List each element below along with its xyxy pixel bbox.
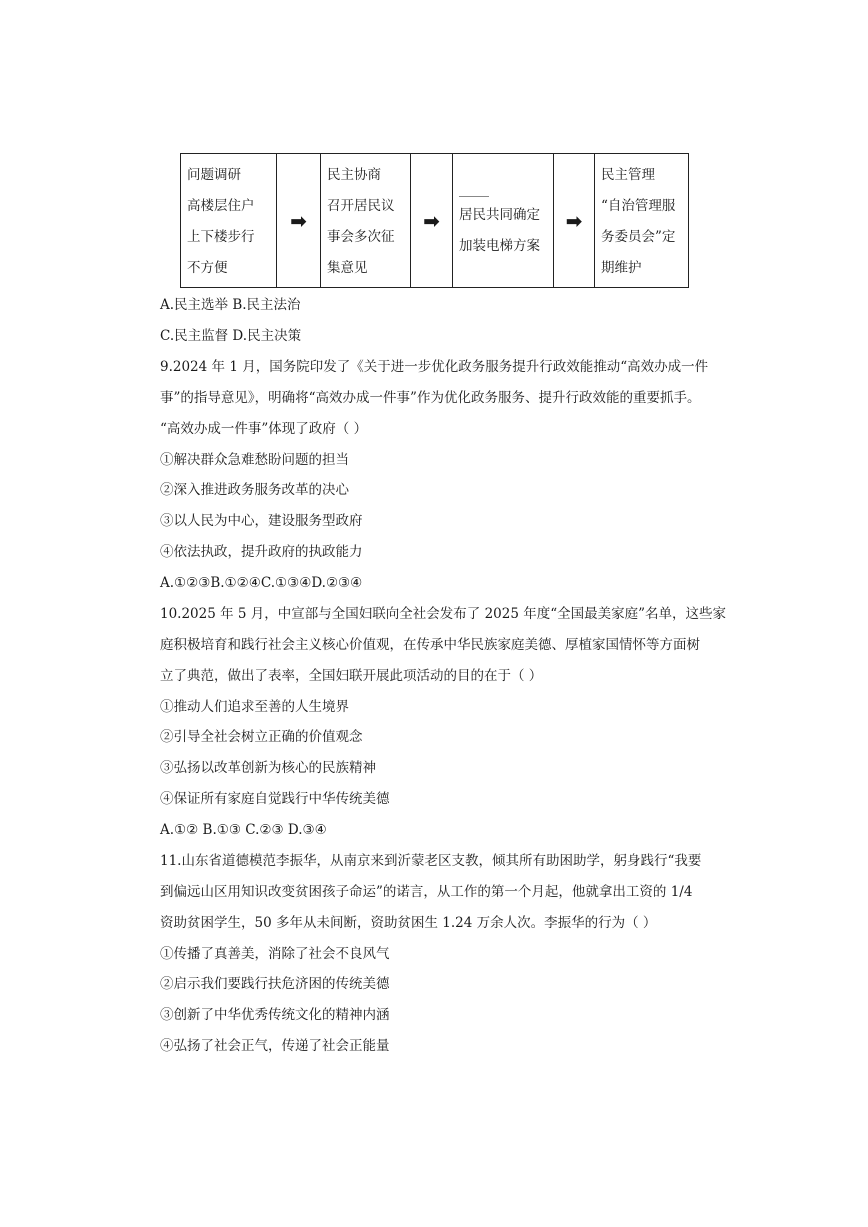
q10-item: ③弘扬以改革创新为核心的民族精神 (160, 760, 376, 776)
flow-step-title: 问题调研 (187, 167, 241, 183)
flow-step-line: 加装电梯方案 (459, 238, 540, 254)
q9-stem-line: “高效办成一件事”体现了政府（ ） (160, 421, 368, 437)
flow-step-consultation (321, 154, 411, 288)
flow-step-line: 不方便 (187, 260, 228, 276)
flow-step-line: 期维护 (601, 260, 642, 276)
q10-stem-line: 庭积极培育和践行社会主义核心价值观，在传承中华民族家庭美德、厚植家国情怀等方面树 (160, 637, 700, 653)
blank-line (459, 196, 489, 197)
flow-step-title: 民主管理 (601, 167, 655, 183)
right-arrow-icon: ➡ (565, 208, 583, 233)
flow-step-research (181, 154, 277, 288)
q9-stem-line: 9.2024 年 1 月，国务院印发了《关于进一步优化政务服务提升行政效能推动“高效办成一件 (160, 359, 709, 375)
q10-stem-line: 立了典范，做出了表率，全国妇联开展此项活动的目的在于（ ） (160, 668, 543, 684)
q11-item: ①传播了真善美，消除了社会不良风气 (160, 946, 390, 962)
flow-step-line: 集意见 (327, 260, 368, 276)
q10-options: A.①② B.①③ C.②③ D.③④ (160, 822, 327, 838)
q10-stem-line: 10.2025 年 5 月，中宣部与全国妇联向全社会发布了 2025 年度“全国最美家庭”名单，这些家 (160, 606, 727, 622)
q11-stem-line: 11.山东省道德模范李振华，从南京来到沂蒙老区支教，倾其所有助困助学，躬身践行“我要 (160, 853, 702, 869)
q9-item: ①解决群众急难愁盼问题的担当 (160, 452, 349, 468)
q8-options-row2: C.民主监督 D.民主决策 (160, 328, 302, 344)
flow-step-line: “自治管理服 (601, 198, 676, 214)
flow-step-line: 高楼层住户 (187, 198, 255, 214)
q9-options: A.①②③B.①②④C.①③④D.②③④ (160, 575, 363, 591)
right-arrow-icon: ➡ (423, 208, 440, 233)
q9-item: ④依法执政，提升政府的执政能力 (160, 544, 363, 560)
flow-step-blank (453, 154, 554, 288)
q10-item: ④保证所有家庭自觉践行中华传统美德 (160, 791, 390, 807)
flow-step-line: 上下楼步行 (187, 229, 255, 245)
flow-step-management (595, 154, 689, 288)
q11-item: ③创新了中华优秀传统文化的精神内涵 (160, 1007, 390, 1023)
q10-item: ①推动人们追求至善的人生境界 (160, 699, 349, 715)
q11-stem-line: 到偏远山区用知识改变贫困孩子命运”的诺言，从工作的第一个月起，他就拿出工资的 1/4 (160, 884, 693, 900)
q9-item: ③以人民为中心，建设服务型政府 (160, 513, 363, 529)
flow-step-line: 务委员会”定 (601, 229, 676, 245)
process-flow-table (180, 153, 689, 288)
q10-item: ②引导全社会树立正确的价值观念 (160, 729, 363, 745)
flow-step-line: 事会多次征 (327, 229, 395, 245)
q8-options-row1: A.民主选举 B.民主法治 (160, 297, 301, 313)
q11-stem-line: 资助贫困学生，50 多年从未间断，资助贫困生 1.24 万余人次。李振华的行为（ ） (160, 915, 657, 931)
right-arrow-icon: ➡ (290, 208, 307, 233)
q9-item: ②深入推进政务服务改革的决心 (160, 482, 349, 498)
flow-step-line: 召开居民议 (327, 198, 395, 214)
flow-step-line: 居民共同确定 (459, 207, 540, 223)
q11-item: ②启示我们要践行扶危济困的传统美德 (160, 976, 390, 992)
flow-step-title: 民主协商 (327, 167, 381, 183)
q9-stem-line: 事”的指导意见》，明确将“高效办成一件事”作为优化政务服务、提升行政效能的重要抓手。 (160, 390, 701, 406)
q11-item: ④弘扬了社会正气，传递了社会正能量 (160, 1038, 390, 1054)
